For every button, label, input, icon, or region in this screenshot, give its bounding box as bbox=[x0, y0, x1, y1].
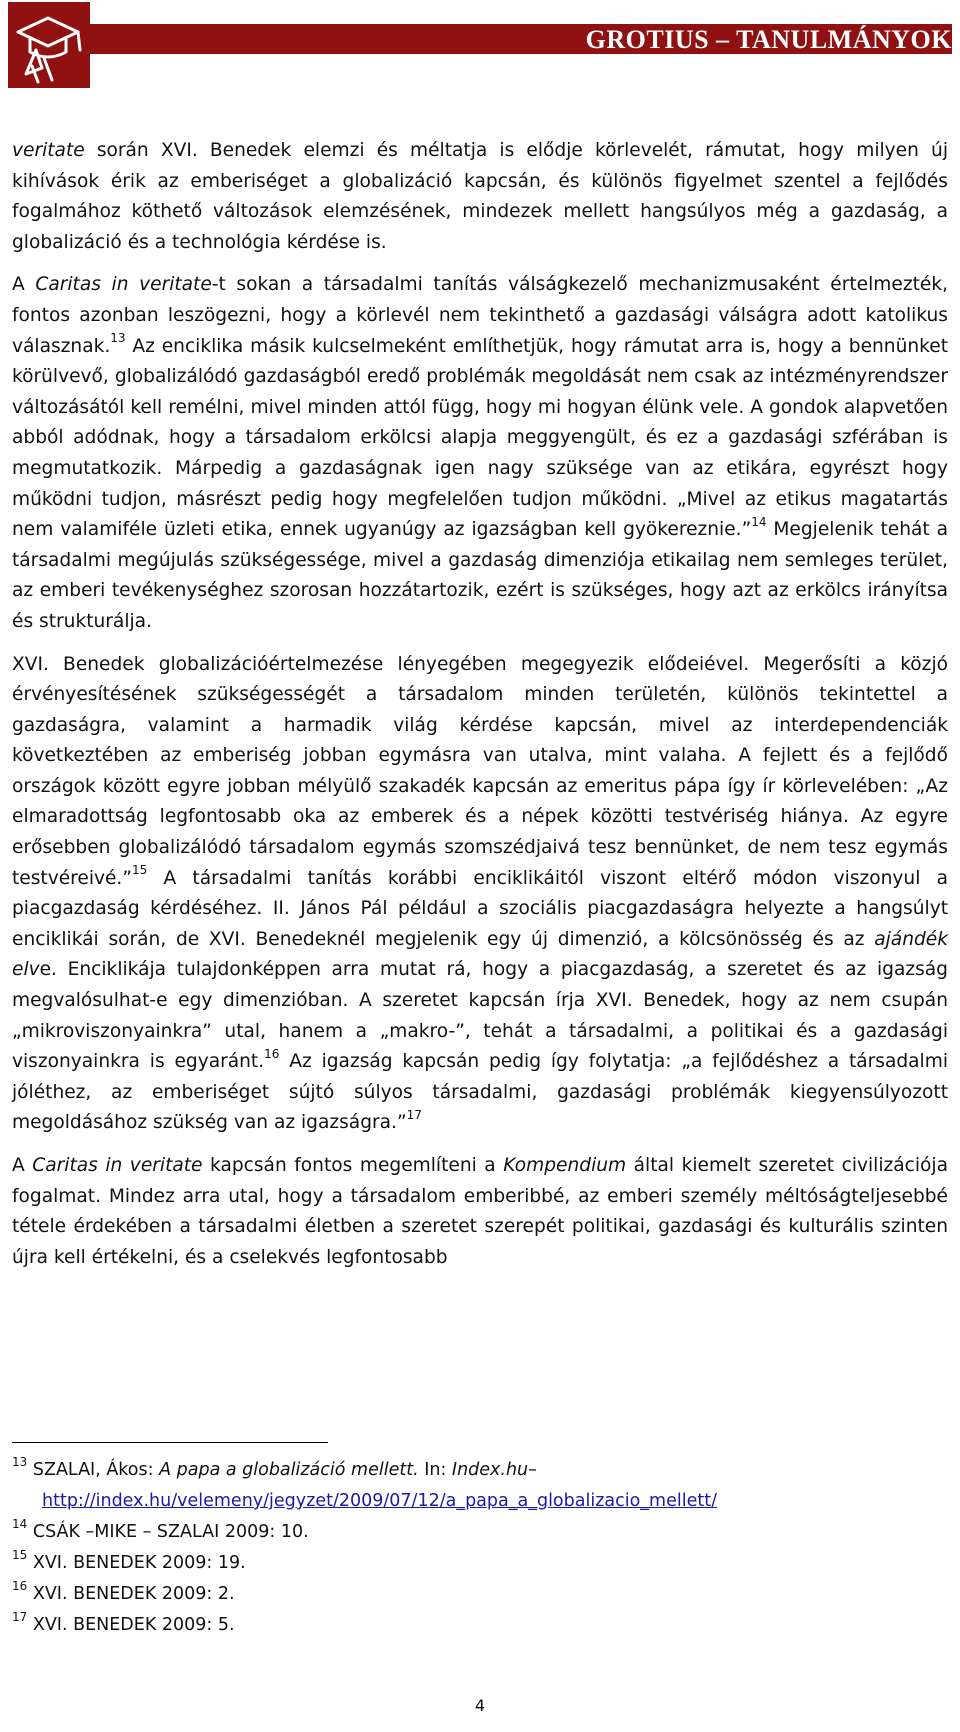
paragraph bbox=[12, 650, 948, 1140]
footnote-ref[interactable]: 13 bbox=[110, 331, 126, 346]
footnote-text: – bbox=[528, 1460, 537, 1480]
footnote-number: 16 bbox=[12, 1579, 28, 1594]
page-number: 4 bbox=[474, 1696, 486, 1715]
footnote-italic: Index.hu bbox=[451, 1460, 529, 1480]
footnote-13 bbox=[12, 1455, 948, 1486]
footnotes bbox=[12, 1455, 948, 1641]
footnote-ref[interactable]: 15 bbox=[131, 863, 148, 878]
text-run: során XVI. Benedek elemzi és méltatja is elődje körlevelét, rámutat, hogy milyen új kihívások érik az emberiséget a globalizáció kapcsán, és különös figyelmet szentel a fejlődés fogalmához köthető változások elemzésének, mindezek mellett hangsúlyos még a gazdaság, a globalizáció és a technológia kérdése is. bbox=[12, 140, 948, 253]
italic-text: ajándék elv bbox=[12, 928, 948, 981]
text-run: által kiemelt szeretet civilizációja fogalmat. Mindez arra utal, hogy a társadalom emberibbé, az emberi személy méltóságteljesebbé tétele érdekében a társadalmi életben a szeretet szerepét politikai, gazdasági és kulturális szinten újra kell értékelni, és a cselekvés legfontosabb bbox=[12, 1155, 948, 1268]
footnote-text: In: bbox=[418, 1460, 452, 1480]
footnote-text: SZALAI, Ákos: bbox=[27, 1460, 160, 1480]
page-header bbox=[8, 0, 952, 90]
footnote-link[interactable]: http://index.hu/velemeny/jegyzet/2009/07/12/a_papa_a_globalizacio_mellett/ bbox=[42, 1491, 717, 1511]
italic-text: Caritas in veritate bbox=[32, 1155, 203, 1176]
footnote-ref[interactable]: 17 bbox=[406, 1108, 422, 1123]
footnote-number: 15 bbox=[12, 1548, 28, 1563]
text-run: A bbox=[12, 1155, 33, 1176]
paragraph bbox=[12, 136, 948, 258]
footnote-separator bbox=[12, 1442, 328, 1443]
text-run: Az igazság kapcsán pedig így folytatja: „a fejlődéshez a társadalmi jóléthez, az emberiséget sújtó súlyos társadalmi, gazdasági problémák kiegyensúlyozott megoldásához szükség van az igazságra.” bbox=[12, 1051, 948, 1134]
text-run: A bbox=[12, 274, 36, 296]
mortarboard-diploma-icon bbox=[8, 2, 90, 88]
italic-text: Kompendium bbox=[503, 1155, 627, 1176]
journal-title: GROTIUS – TANULMÁNYOK bbox=[585, 25, 952, 54]
logo bbox=[8, 2, 90, 88]
footnote-italic: A papa a globalizáció mellett. bbox=[159, 1460, 419, 1480]
paragraph bbox=[12, 1151, 948, 1273]
footnote-13-url-line bbox=[12, 1486, 948, 1517]
header-bar bbox=[90, 24, 952, 54]
footnote-number: 13 bbox=[12, 1455, 28, 1470]
footnote-ref[interactable]: 14 bbox=[751, 514, 767, 529]
text-run: kapcsán fontos megemlíteni a bbox=[202, 1155, 504, 1176]
italic-text: veritate bbox=[12, 140, 85, 161]
footnote-text: CSÁK –MIKE – SZALAI 2009: 10. bbox=[27, 1522, 309, 1542]
article-body bbox=[12, 136, 948, 1285]
text-run: A társadalmi tanítás korábbi enciklikáitól viszont eltérő módon viszonyul a piacgazdaság kérdéséhez. II. János Pál például a szociális piacgazdaságra helyezte a hangsúlyt enciklikái során, de XVI. Benedeknél megjelenik egy új dimenzió, a kölcsönösség és az bbox=[12, 867, 948, 950]
footnote-16 bbox=[12, 1579, 948, 1610]
footnote-number: 14 bbox=[12, 1517, 28, 1532]
text-run: e. Enciklikája tulajdonképpen arra mutat rá, hogy a piacgazdaság, a szeretet és az igazság megvalósulhat-e egy dimenzióban. A szeretet kapcsán írja XVI. Benedek, hogy az nem csupán „mikroviszonyainkra” utal, hanem a „makro-”, tehát a társadalmi, a politikai és a gazdasági viszonyainkra is egyaránt. bbox=[12, 959, 948, 1073]
text-run: Megjelenik tehát a társadalmi megújulás szükségessége, mivel a gazdaság dimenziója etikailag nem semleges terület, az emberi tevékenységhez szorosan hozzátartozik, ezért is szükséges, hogy azt az erkölcs irányítsa és strukturálja. bbox=[12, 519, 948, 632]
footnote-text: XVI. BENEDEK 2009: 5. bbox=[27, 1615, 235, 1635]
footnote-14 bbox=[12, 1517, 948, 1548]
footnote-17 bbox=[12, 1610, 948, 1641]
footnote-text: XVI. BENEDEK 2009: 19. bbox=[27, 1553, 246, 1573]
text-run: Az enciklika másik kulcselmeként említhetjük, hogy rámutat arra is, hogy a bennünket körülvevő, globalizálódó gazdaságból eredő problémák megoldását nem csak az intézményrendszer változásától kell remélni, mivel minden attól függ, hogy mi hogyan élünk vele. A gondok alapvetően abból adódnak, hogy a társadalom erkölcsi alapja meggyengült, és ez a gazdasági szférában is megmutatkozik. Márpedig a gazdaságnak igen nagy szüksége van az etikára, egyrészt hogy működni tudjon, másrészt pedig hogy megfelelően tudjon működni. „Mivel az etikus magatartás nem valamiféle üzleti etika, ennek ugyanúgy az igazságban kell gyökereznie.” bbox=[12, 335, 948, 541]
footnote-15 bbox=[12, 1548, 948, 1579]
paragraph bbox=[12, 270, 948, 637]
footnote-text: XVI. BENEDEK 2009: 2. bbox=[27, 1584, 235, 1604]
italic-text: Caritas in veritate bbox=[35, 274, 212, 296]
text-run: XVI. Benedek globalizációértelmezése lényegében megegyezik elődeiével. Megerősíti a közjó érvényesítésének szükségességét a társadalom minden területén, különös tekintettel a gazdaságra, valamint a harmadik világ kérdése kapcsán, mivel az interdependenciák következtében az emberiség jobban egymásra van utalva, mint valaha. A fejlett és a fejlődő országok között egyre jobban mélyülő szakadék kapcsán az emeritus pápa így ír körlevelében: „Az elmaradottság legfontosabb oka az emberek és a népek közötti testvériség hiánya. Az egyre erősebben globalizálódó társadalom egymás szomszédjaivá tesz bennünket, de nem tesz egymás testvéreivé.” bbox=[12, 653, 948, 889]
footnote-number: 17 bbox=[12, 1610, 28, 1625]
text-run: -t sokan a társadalmi tanítás válságkezelő mechanizmusaként értelmezték, fontos azonban leszögezni, hogy a körlevél nem tekinthető a gazdasági válságra adott katolikus válasznak. bbox=[12, 274, 949, 357]
footnote-ref[interactable]: 16 bbox=[264, 1047, 280, 1062]
